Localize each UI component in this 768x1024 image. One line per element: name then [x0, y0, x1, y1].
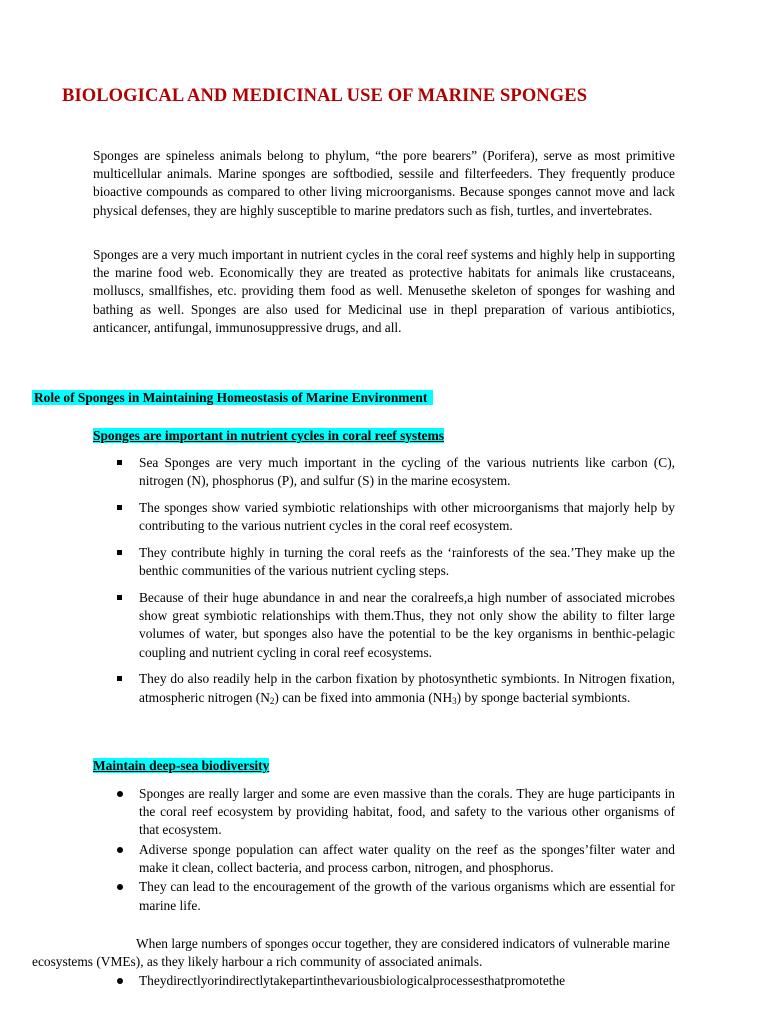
document-title: BIOLOGICAL AND MEDICINAL USE OF MARINE SPONGES — [62, 86, 588, 106]
list-item — [93, 544, 675, 580]
list-item-text: Sea Sponges are very much important in the cycling of the various nutrients like carbon (C), nitrogen (N), phosphorus (P), and sulfur (S) in the marine ecosystem. — [139, 455, 675, 489]
list-item — [93, 972, 675, 990]
section-heading — [32, 389, 433, 407]
square-bullet-icon — [117, 505, 122, 510]
list-item-text: The sponges show varied symbiotic relationships with other microorganisms that majorly help by contributing to the various nutrient cycles in the coral reef ecosystem. — [139, 500, 675, 534]
final-bullet-list — [93, 972, 675, 990]
subsection-2-heading — [93, 757, 269, 775]
list-item-text: Sponges are really larger and some are even massive than the corals. They are huge participants in the coral reef ecosystem by providing habitat, food, and safety to the various other organisms of that ecosystem. — [139, 786, 675, 838]
square-bullet-icon — [117, 595, 122, 600]
intro-paragraph-1: Sponges are spineless animals belong to phylum, “the pore bearers” (Porifera), serve as most primitive multicellular animals. Marine sponges are softbodied, sessile and filterfeeders. They frequently produce bioactive compounds as compared to other living microorganisms. Because sponges cannot move and lack physical defenses, they are highly susceptible to marine predators such as fish, turtles, and invertebrates. — [93, 148, 675, 218]
list-item-text: Because of their huge abundance in and near the coralreefs,a high number of associated microbes show great symbiotic relationships with them.Thus, they not only show the ability to filter large volumes of water, but sponges also have the potential to be the key organisms in benthic-pelagic coupling and nutrient cycling in coral reef ecosystems. — [139, 590, 675, 660]
round-bullet-icon — [117, 978, 123, 984]
text-segment: ) by sponge bacterial symbionts. — [456, 689, 631, 705]
section-heading-text: Role of Sponges in Maintaining Homeostasis of Marine Environment — [32, 390, 433, 405]
closing-paragraph: When large numbers of sponges occur together, they are considered indicators of vulnerable marine ecosystems (VMEs), as they likely harbour a rich community of associated animals. — [32, 936, 670, 970]
list-item-text — [139, 671, 675, 704]
list-item-text: Theydirectlyorindirectlytakepartinthevariousbiologicalprocessesthatpromotethe — [139, 973, 566, 988]
round-bullet-icon — [117, 791, 123, 797]
round-bullet-icon — [117, 884, 123, 890]
subscript: 2 — [269, 695, 275, 706]
intro-paragraph-2: Sponges are a very much important in nutrient cycles in the coral reef systems and highly help in supporting the marine food web. Economically they are treated as protective habitats for animals like crustaceans, molluscs, smallfishes, etc. providing them food as well. Menusethe skeleton of sponges for washing and bathing as well. Sponges are also used for Medicinal use in thepl preparation of various antibiotics, anticancer, antifungal, immunosuppressive drugs, and all. — [93, 247, 675, 335]
subsection-2-heading-text: Maintain deep-sea biodiversity — [93, 758, 270, 773]
list-item — [93, 841, 675, 877]
text-segment: They do also readily help in the carbon fixation by photosynthetic symbionts. In Nitrogen fixation, atmospheric nitrogen (N — [139, 671, 675, 705]
text-segment: ) can be fixed into ammonia (NH — [274, 689, 453, 705]
list-item — [93, 785, 675, 840]
round-bullet-icon — [117, 847, 123, 853]
list-item-text: They contribute highly in turning the coral reefs as the ‘rainforests of the sea.’They make up the benthic communities of the various nutrient cycling steps. — [139, 545, 675, 579]
list-item — [93, 499, 675, 535]
square-bullet-icon — [117, 676, 122, 681]
subsection-1-heading — [93, 427, 444, 445]
list-item-text: Adiverse sponge population can affect water quality on the reef as the sponges’filter water and make it clean, collect bacteria, and process carbon, nitrogen, and phosphorus. — [139, 841, 675, 875]
list-item — [93, 454, 675, 490]
list-item — [93, 878, 675, 914]
subsection-1-heading-text: Sponges are important in nutrient cycles in coral reef systems — [93, 428, 444, 443]
subscript: 3 — [452, 695, 457, 706]
nutrient-cycle-bullet-list — [93, 454, 675, 715]
square-bullet-icon — [117, 550, 122, 555]
square-bullet-icon — [117, 460, 122, 465]
list-item — [93, 589, 675, 662]
list-item-text: They can lead to the encouragement of the growth of the various organisms which are essential for marine life. — [139, 879, 675, 913]
biodiversity-bullet-list — [93, 785, 675, 916]
list-item — [93, 670, 675, 706]
